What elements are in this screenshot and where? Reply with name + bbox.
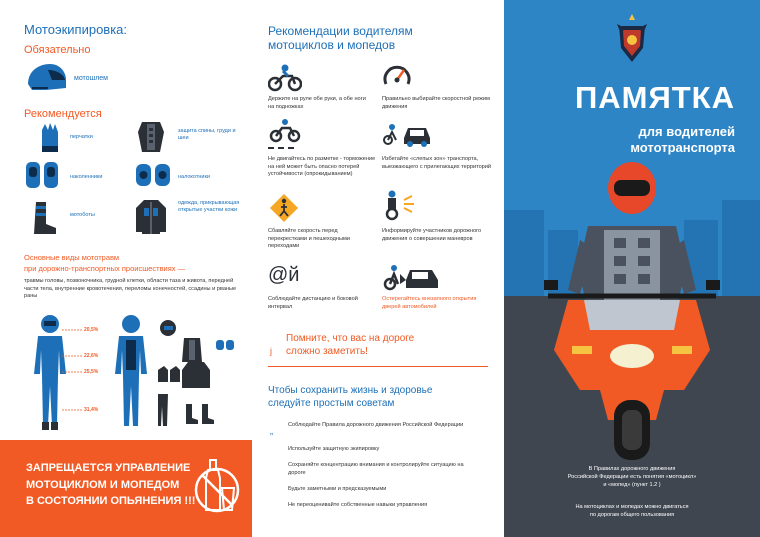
advice-4: Будьте заметными и предсказуемыми [288, 486, 387, 492]
cover-note-line-1: В Правилах дорожного движения [588, 466, 676, 472]
speedometer-icon [382, 62, 412, 92]
remember-icon: j [270, 346, 272, 356]
crosswalk-icon [268, 192, 300, 224]
advice-title [268, 384, 432, 410]
tip-6: Информируйте участников дорожного движения о совершении маневров [382, 228, 482, 242]
injuries-heading-line-2: при дорожно-транспортных происшествиях — [24, 263, 186, 273]
cover-subtitle [504, 124, 760, 157]
gloves-label: перчатки [70, 134, 93, 140]
recommendations-title-line-2: мотоциклов и мопедов [268, 38, 396, 53]
percent-pelvis: 25,5% [84, 369, 99, 375]
motorcyclist-illustration [544, 160, 720, 460]
jacket-icon [134, 198, 168, 236]
equipment-title: Мотоэкипировка: [24, 22, 128, 37]
cover-note-line-3: и «мопед» (пункт 1.2 ) [603, 481, 661, 488]
knee-pads-icon [24, 160, 60, 190]
equipment-panel [0, 0, 252, 537]
recommendations-title [268, 24, 413, 53]
injury-pointers [62, 326, 84, 416]
cover-subtitle-line-2: мототранспорта [630, 140, 735, 156]
tip-4: Избегайте «слепых зон» транспорта, выезжающего с прилегающих территорий [382, 156, 492, 170]
police-emblem [615, 12, 649, 66]
tip-2: Правильно выбирайте скоростной режим движения [382, 96, 490, 110]
gloves-icon [38, 120, 62, 154]
back-protector-label: защита спины, груди и шеи [178, 128, 236, 142]
cover-note-line-4: На мотоциклах и мопедах можно двигаться [575, 504, 689, 510]
tip-5: Сбавляйте скорость перед перекрестками и пешеходными переходами [268, 228, 350, 250]
banner-line-3: В СОСТОЯНИИ ОПЬЯНЕНИЯ !!! [26, 495, 196, 507]
remember-text [286, 332, 414, 358]
banner-line-2: МОТОЦИКЛОМ И МОПЕДОМ [26, 478, 180, 491]
cover-note-line-5: по дорогам общего пользования [589, 511, 675, 518]
jacket-label: одежда, прикрывающая открытые участки кожи [178, 200, 240, 214]
both-hands-icon [268, 64, 302, 92]
rider-back-figure [112, 314, 150, 432]
advice-title-line-2: следуйте простым советам [268, 398, 395, 409]
cover-note-line-2: Российской Федерации есть понятия «мотоцикл» [567, 473, 697, 480]
recommendations-title-line-1: Рекомендации водителям [268, 24, 413, 38]
cover-note-2 [504, 504, 760, 520]
road-marking-icon [268, 118, 302, 152]
divider [268, 366, 488, 367]
elbow-pads-label: налокотники [178, 174, 210, 180]
percent-torso: 22,6% [84, 353, 99, 359]
advice-2: Используйте защитную экипировку [288, 446, 380, 452]
back-protector-icon [136, 118, 166, 154]
injuries-text: травмы головы, позвоночника, грудной клетки, области таза и живота, передней части тела, внутренние кровотечения, переломы конечностей, ссадины и рваные раны [24, 278, 237, 300]
helmet-label: мотошлем [74, 75, 108, 82]
percent-head: 20,5% [84, 327, 99, 333]
cover-title: ПАМЯТКА [574, 80, 735, 115]
advice-title-line-1: Чтобы сохранить жизнь и здоровье [268, 385, 433, 396]
advice-icon: „ [270, 426, 273, 436]
recommendations-panel [252, 0, 504, 537]
remember-line-2: сложно заметить! [286, 346, 368, 357]
blind-spot-icon [382, 120, 436, 148]
injuries-heading [24, 253, 185, 275]
cover-panel [504, 0, 760, 537]
knee-pads-label: наколенники [70, 174, 103, 180]
signal-icon [382, 190, 416, 222]
tip-1: Держите на руле обе руки, а обе ноги на подножках [268, 96, 366, 110]
banner-text [26, 460, 195, 510]
boots-icon [30, 200, 58, 236]
car-door-icon [382, 262, 442, 292]
injuries-heading-line-1: Основные виды мототравм [24, 253, 120, 262]
elbow-pads-icon [134, 160, 172, 190]
helmet-icon [24, 62, 68, 94]
no-alcohol-icon [194, 456, 240, 518]
advice-1: Соблюдайте Правила дорожного движения Российской Федерации [288, 422, 464, 428]
tip-3: Не двигайтесь по разметке - торможение на ней может быть опасно потерей устойчивости (опрокидыванием) [268, 156, 376, 178]
mandatory-heading: Обязательно [24, 44, 91, 56]
distance-icon: @й [268, 264, 300, 286]
banner-line-1: ЗАПРЕЩАЕТСЯ УПРАВЛЕНИЕ [26, 462, 191, 474]
percent-legs: 31,4% [84, 407, 99, 413]
remember-line-1: Помните, что вас на дороге [286, 333, 415, 344]
advice-3: Сохраняйте концентрацию внимания и контролируйте ситуацию на дороге [288, 462, 464, 476]
cover-note [504, 466, 760, 489]
drunk-driving-banner [0, 440, 252, 537]
tip-8: Остерегайтесь внезапного открытия дверей автомобилей [382, 296, 477, 310]
advice-5: Не переоценивайте собственные навыки управления [288, 502, 428, 508]
equipment-grid [156, 318, 240, 428]
tip-7: Соблюдайте дистанцию и боковой интервал [268, 296, 358, 310]
cover-subtitle-line-1: для водителей [638, 124, 735, 139]
recommended-heading: Рекомендуется [24, 108, 102, 120]
boots-label: мотоботы [70, 212, 95, 218]
